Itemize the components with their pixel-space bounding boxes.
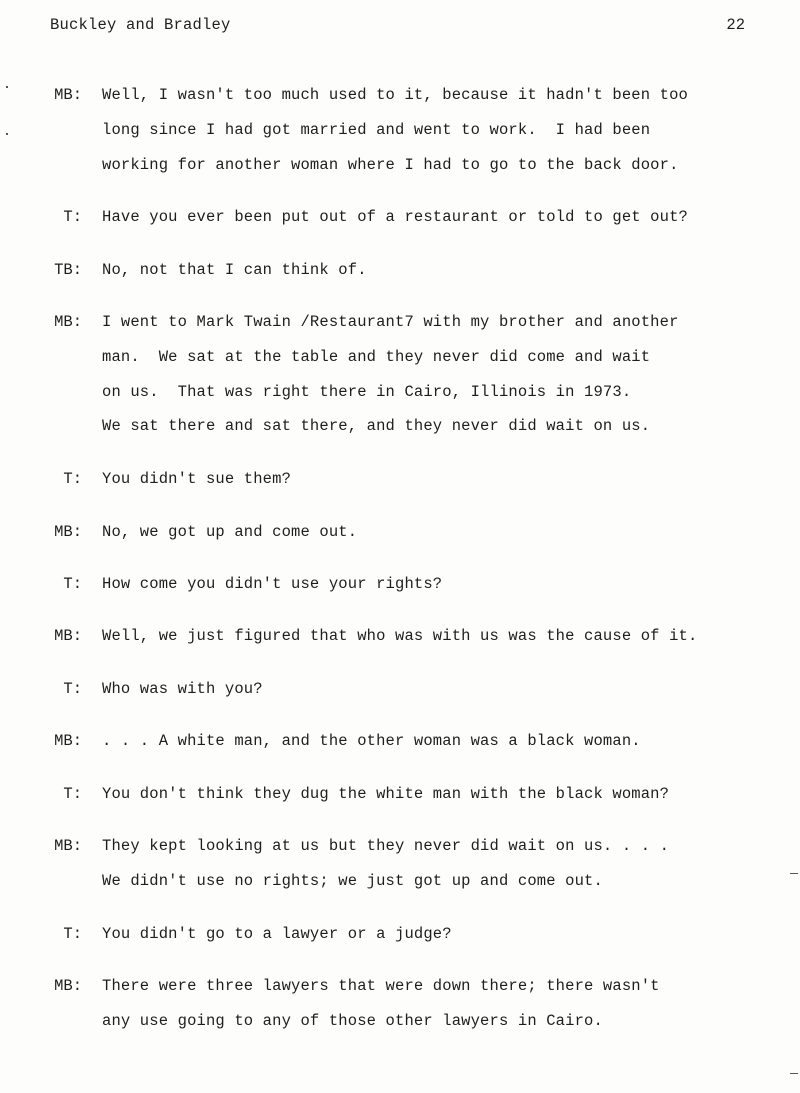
transcript-line: any use going to any of those other lawyers in Cairo. (102, 1011, 603, 1030)
speaker-label: MB: (54, 523, 82, 541)
transcript-line: We sat there and sat there, and they never did wait on us. (102, 417, 651, 436)
speaker-label: MB: (54, 627, 82, 645)
transcript-line: I went to Mark Twain /Restaurant7 with my brother and another (102, 313, 679, 331)
transcript-line: You didn't go to a lawyer or a judge? (102, 925, 452, 943)
speaker-label: MB: (54, 732, 82, 750)
scan-speck (790, 1073, 798, 1074)
turn-text (102, 253, 792, 288)
speaker-label: MB: (54, 977, 82, 995)
speaker-label: T: (63, 575, 82, 593)
turn-text (102, 724, 792, 759)
transcript-line: Well, I wasn't too much used to it, because it hadn't been too (102, 86, 688, 104)
turn-text (102, 829, 792, 899)
transcript-line: long since I had got married and went to work. I had been (102, 120, 651, 139)
transcript-line: on us. That was right there in Cairo, Illinois in 1973. (102, 382, 632, 401)
speaker-label: T: (63, 208, 82, 226)
turn-text (102, 619, 792, 654)
transcript-line: working for another woman where I had to go to the back door. (102, 155, 679, 174)
speaker-label: T: (63, 680, 82, 698)
transcript-line: No, we got up and come out. (102, 523, 358, 541)
scan-speck (6, 133, 8, 135)
transcript-line: There were three lawyers that were down there; there wasn't (102, 977, 660, 995)
turn-text (102, 969, 792, 1039)
speaker-label: T: (63, 785, 82, 803)
transcript-line: Have you ever been put out of a restaurant or told to get out? (102, 208, 688, 226)
transcript-line: No, not that I can think of. (102, 261, 367, 279)
page-header-title: Buckley and Bradley (50, 16, 231, 34)
turn-text (102, 515, 792, 550)
transcript-line: man. We sat at the table and they never did come and wait (102, 347, 651, 366)
speaker-label: MB: (54, 313, 82, 331)
turn-text (102, 305, 792, 444)
speaker-label: T: (63, 925, 82, 943)
transcript-line: You don't think they dug the white man with the black woman? (102, 785, 670, 803)
turn-text (102, 567, 792, 602)
page-number: 22 (726, 16, 745, 34)
turn-text (102, 200, 792, 235)
transcript-line: Who was with you? (102, 680, 263, 698)
turn-text (102, 917, 792, 952)
speaker-label: MB: (54, 86, 82, 104)
transcript-line: They kept looking at us but they never did wait on us. . . . (102, 837, 670, 855)
transcript-line: We didn't use no rights; we just got up and come out. (102, 871, 603, 890)
transcript-line: Well, we just figured that who was with us was the cause of it. (102, 627, 698, 645)
turn-text (102, 78, 792, 182)
transcript-line: How come you didn't use your rights? (102, 575, 443, 593)
speaker-label: MB: (54, 837, 82, 855)
transcript-line: . . . A white man, and the other woman was a black woman. (102, 732, 641, 750)
transcript-line: You didn't sue them? (102, 470, 292, 488)
speaker-label: TB: (54, 261, 82, 279)
turn-text (102, 672, 792, 707)
turn-text (102, 462, 792, 497)
turn-text (102, 777, 792, 812)
speaker-label: T: (63, 470, 82, 488)
